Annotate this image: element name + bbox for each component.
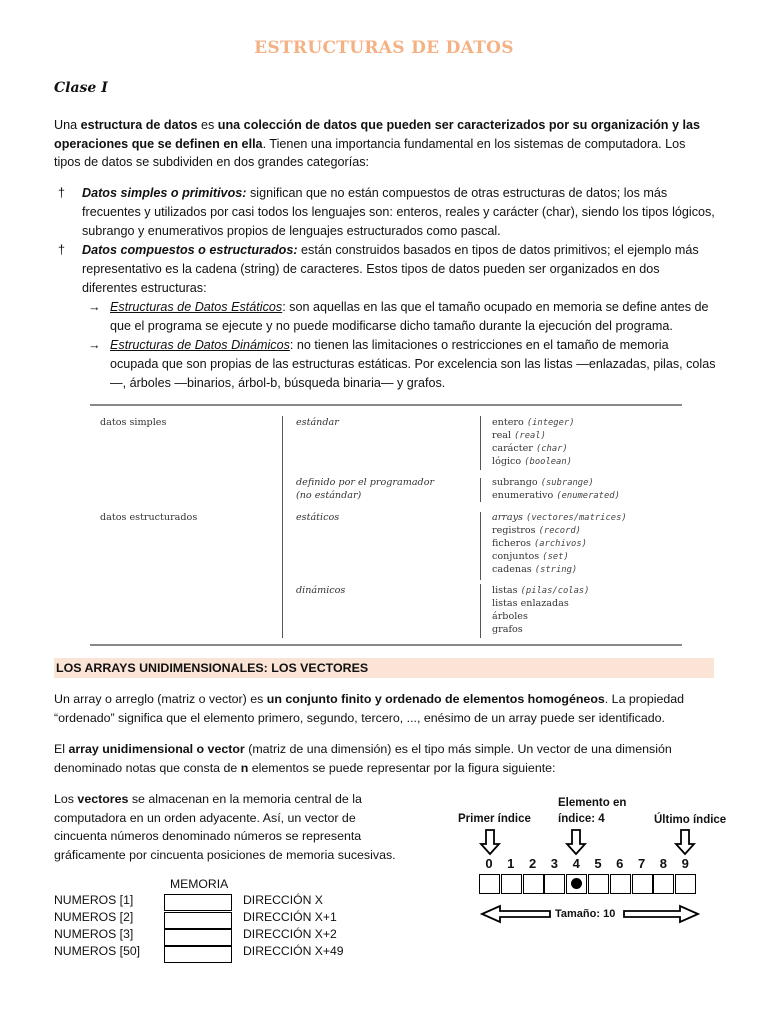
dagger-bullet-icon: †: [58, 186, 66, 200]
data-types-table: [90, 404, 682, 646]
memory-row-address: DIRECCIÓN X+1: [243, 910, 337, 924]
table-cell: conjuntos (set): [492, 551, 569, 562]
vector-cell: [653, 874, 674, 894]
vector-index-label: 1: [507, 856, 515, 871]
vector-index-label: 9: [681, 856, 689, 871]
vector-cell: [479, 874, 500, 894]
vector-cell: [610, 874, 631, 894]
table-cell: grafos: [492, 624, 523, 635]
vector-index-label: 2: [528, 856, 537, 871]
right-arrow-icon: [624, 906, 698, 922]
table-cell: enumerativo (enumerated): [492, 490, 620, 501]
vector-index-label: 3: [550, 856, 558, 871]
table-cell: carácter (char): [492, 443, 568, 454]
tamano-label: Tamaño: 10: [555, 908, 616, 920]
table-bottom-rule: [90, 644, 682, 646]
vector-index-label: 6: [616, 856, 624, 871]
down-arrow-icon: [567, 830, 585, 854]
memory-paragraph: Los vectores se almacenan en la memoria central de la computadora en un orden adyacente. Así, un vector de cincuenta números denominado números se representa gráficamente por cincuenta posiciones de memoria sucesivas.: [54, 792, 396, 862]
table-cell: estándar: [296, 417, 339, 428]
vector-paragraph: El array unidimensional o vector (matriz de una dimensión) es el tipo más simple. Un vector de una dimensión denominado notas que consta de n elementos se puede representar por la figura siguiente:: [54, 742, 672, 775]
intro-paragraph: Una estructura de datos es una colección de datos que pueden ser caracterizados por su organización y las operaciones que se definen en ella. Tienen una importancia fundamental en los sistemas de computadora. Los tipos de datos se subdividen en dos grandes categorías:: [54, 118, 700, 170]
vector-cell: [523, 874, 544, 894]
table-cell: (no estándar): [296, 490, 362, 501]
page-title: ESTRUCTURAS DE DATOS: [254, 38, 514, 58]
vector-cell: [632, 874, 653, 894]
memory-row-name: NUMEROS [2]: [54, 910, 134, 924]
memory-row-name: NUMEROS [1]: [54, 893, 134, 907]
memory-header: MEMORIA: [170, 877, 229, 891]
table-divider: [480, 416, 481, 470]
memory-row-name: NUMEROS [3]: [54, 927, 134, 941]
dagger-bullet-icon: †: [58, 243, 66, 257]
table-cell: real (real): [492, 430, 546, 441]
class-heading: Clase I: [54, 80, 108, 96]
left-arrow-icon: [482, 906, 550, 922]
table-top-rule: [90, 404, 682, 406]
memory-row-name: NUMEROS [50]: [54, 944, 141, 958]
table-cell: definido por el programador: [296, 477, 435, 488]
memory-cell: [164, 929, 232, 946]
table-cell: datos simples: [100, 417, 167, 428]
vector-index-label: 7: [637, 856, 646, 871]
vector-index-label: 5: [594, 856, 602, 871]
table-cell: lógico (boolean): [492, 456, 572, 467]
table-divider: [480, 478, 481, 502]
memory-row-address: DIRECCIÓN X+2: [243, 927, 337, 941]
section-heading: LOS ARRAYS UNIDIMENSIONALES: LOS VECTORES: [54, 658, 714, 678]
table-cell: listas (pilas/colas): [492, 585, 590, 596]
filled-dot-icon: [571, 878, 582, 889]
vector-cell: [588, 874, 609, 894]
vector-index-label: 0: [485, 856, 493, 871]
sub-bullet-dinamicos: → Estructuras de Datos Dinámicos: no tienen las limitaciones o restricciones en el tamaño de memoria ocupada que son propias de las estructuras estáticas. Por excelencia son las listas —enlazadas, pilas, colas—, árboles —binarios, árbol-b, búsqueda binaria— y grafos.: [88, 338, 716, 390]
memory-cell: [164, 894, 232, 911]
table-cell: ficheros (archivos): [492, 538, 587, 549]
table-cell: árboles: [492, 611, 528, 622]
elemento-label-1: Elemento en: [558, 797, 627, 809]
table-divider: [480, 584, 481, 638]
ultimo-indice-label: Último índice: [654, 814, 727, 826]
vector-cell: [566, 874, 587, 894]
vector-index-label: 8: [659, 856, 667, 871]
vector-cell: [501, 874, 522, 894]
arrow-right-icon: →: [88, 300, 101, 314]
bullet-simple: † Datos simples o primitivos: significan que no están compuestos de otras estructuras de datos; los más frecuentes y utilizados por casi todos los lenguajes son: enteros, reales y carácter (char), siendo los tipos lógicos, subrango y enumerativos propios de lenguajes estructurados como pascal.: [58, 186, 715, 238]
down-arrow-icon: [481, 830, 499, 854]
table-cell: dinámicos: [296, 585, 346, 596]
memory-row-address: DIRECCIÓN X+49: [243, 944, 344, 958]
table-cell: arrays (vectores/matrices): [492, 512, 627, 523]
vector-cell: [544, 874, 565, 894]
table-divider: [480, 512, 481, 580]
sub-bullet-estaticos: → Estructuras de Datos Estáticos: son aquellas en las que el tamaño ocupado en memoria se define antes de que el programa se ejecute y no puede modificarse dicho tamaño durante la ejecución del programa.: [88, 300, 709, 333]
down-arrow-icon: [676, 830, 694, 854]
memory-row-address: DIRECCIÓN X: [243, 893, 323, 907]
elemento-label-2: índice: 4: [558, 813, 605, 825]
table-cell: registros (record): [492, 525, 581, 536]
table-cell: datos estructurados: [100, 512, 198, 523]
bullet-compuestos: † Datos compuestos o estructurados: están construidos basados en tipos de datos primitivos; el ejemplo más representativo es la cadena (string) de caracteres. Estos tipos de datos pueden ser organizados en dos diferentes estructuras:: [58, 243, 699, 295]
table-cell: cadenas (string): [492, 564, 578, 575]
arrow-right-icon: →: [88, 338, 101, 352]
table-cell: estáticos: [296, 512, 340, 523]
table-cell: listas enlazadas: [492, 598, 569, 609]
table-cell: entero (integer): [492, 417, 575, 428]
memory-cell: [164, 946, 232, 963]
table-divider: [282, 512, 283, 638]
table-cell: subrango (subrange): [492, 477, 594, 488]
vector-index-label: 4: [572, 856, 580, 871]
primer-indice-label: Primer índice: [458, 813, 531, 825]
vector-cell: [675, 874, 696, 894]
array-definition-paragraph: Un array o arreglo (matriz o vector) es un conjunto finito y ordenado de elementos homogéneos. La propiedad “ordenado” significa que el elemento primero, segundo, tercero, ..., enésimo de un array puede ser identificado.: [54, 692, 685, 725]
memory-cell: [164, 912, 232, 929]
